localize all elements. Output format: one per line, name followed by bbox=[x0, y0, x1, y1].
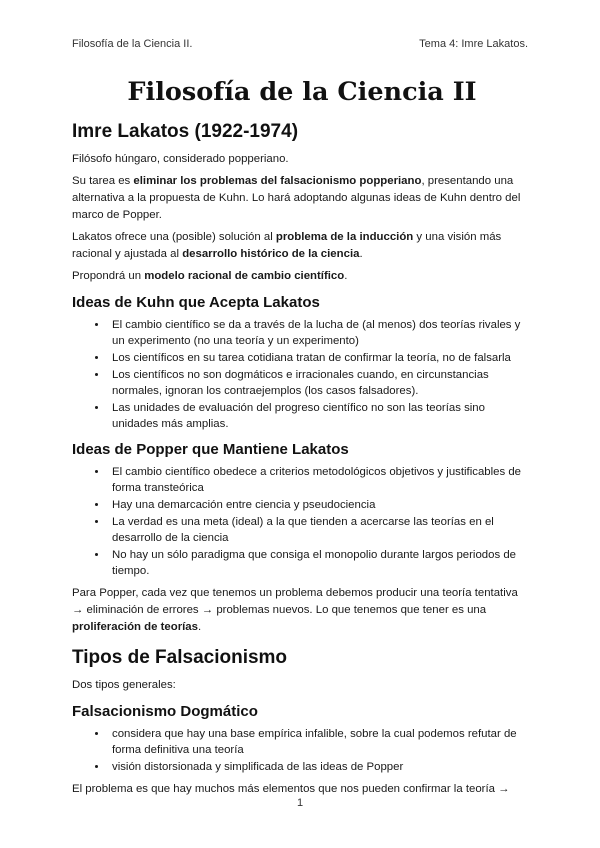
document-title: Filosofía de la Ciencia II bbox=[127, 77, 477, 107]
dogmatic-heading: Falsacionismo Dogmático bbox=[72, 703, 258, 720]
list-item: • visión distorsionada y simplificada de las ideas de Popper bbox=[108, 759, 532, 775]
model-paragraph: Propondrá un modelo racional de cambio científico. bbox=[72, 270, 348, 282]
page-number: 1 bbox=[296, 797, 304, 809]
kuhn-ideas-list bbox=[72, 317, 532, 432]
list-item: • El cambio científico se da a través de la lucha de (al menos) dos teorías rivales y un experimento (no una teoría y un experimento) bbox=[108, 317, 532, 349]
intro-paragraph: Filósofo húngaro, considerado popperiano. bbox=[72, 153, 289, 165]
list-item: • Los científicos en su tarea cotidiana tratan de confirmar la teoría, no de falsarla bbox=[108, 350, 532, 366]
list-item: • considera que hay una base empírica infalible, sobre la cual podemos refutar de forma definitiva una teoría bbox=[108, 726, 532, 758]
list-item: • La verdad es una meta (ideal) a la que tienden a acercarse las teorías en el desarrollo de la ciencia bbox=[108, 514, 532, 546]
section-heading-falsacionismo: Tipos de Falsacionismo bbox=[72, 647, 288, 668]
popper-ideas-heading: Ideas de Popper que Mantiene Lakatos bbox=[72, 441, 349, 458]
list-item: • Los científicos no son dogmáticos e irracionales cuando, en circunstancias normales, ignoran los contraejemplos (los casos falsadores). bbox=[108, 367, 532, 399]
list-item: • Las unidades de evaluación del progreso científico no son las teorías sino unidades más amplias. bbox=[108, 400, 532, 432]
types-paragraph: Dos tipos generales: bbox=[72, 679, 176, 691]
popper-paragraph: Para Popper, cada vez que tenemos un problema debemos producir una teoría tentativa → eliminación de errores → problemas nuevos. Lo que tenemos que tener es una proliferación de teorías. bbox=[72, 587, 518, 633]
section-heading-lakatos: Imre Lakatos (1922-1974) bbox=[72, 121, 299, 142]
problem-paragraph: El problema es que hay muchos más elementos que nos pueden confirmar la teoría → bbox=[72, 783, 510, 795]
running-header-left: Filosofía de la Ciencia II. bbox=[72, 38, 193, 50]
list-item: • No hay un sólo paradigma que consiga el monopolio durante largos periodos de tiempo. bbox=[108, 547, 532, 579]
kuhn-ideas-heading: Ideas de Kuhn que Acepta Lakatos bbox=[72, 294, 320, 311]
popper-ideas-list bbox=[72, 464, 532, 579]
list-item: • Hay una demarcación entre ciencia y pseudociencia bbox=[108, 497, 532, 513]
list-item: • El cambio científico obedece a criterios metodológicos objetivos y justificables de forma transteórica bbox=[108, 464, 532, 496]
dogmatic-list bbox=[72, 726, 532, 775]
task-paragraph: Su tarea es eliminar los problemas del falsacionismo popperiano, presentando una alternativa a la propuesta de Kuhn. Lo hará adoptando algunas ideas de Kuhn dentro del marco de Popper. bbox=[72, 175, 521, 221]
solution-paragraph: Lakatos ofrece una (posible) solución al problema de la inducción y una visión más racional y ajustada al desarrollo histórico de la ciencia. bbox=[72, 231, 502, 260]
page-content bbox=[72, 72, 532, 803]
running-header-right: Tema 4: Imre Lakatos. bbox=[419, 38, 528, 50]
